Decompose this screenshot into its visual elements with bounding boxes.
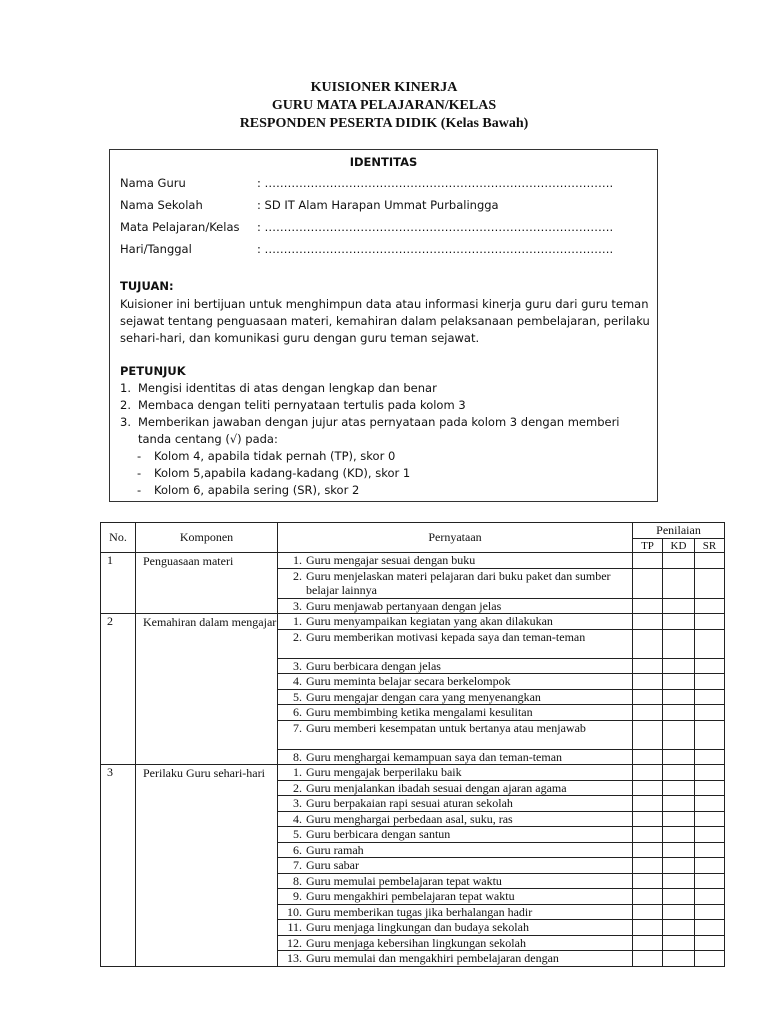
rating-cell-tp[interactable] xyxy=(633,689,663,705)
header-penilaian: Penilaian xyxy=(633,523,725,539)
statement-cell xyxy=(278,780,633,796)
field-label: Mata Pelajaran/Kelas xyxy=(120,220,240,234)
statement-cell xyxy=(278,598,633,614)
rating-cell-tp[interactable] xyxy=(633,749,663,765)
statement-number: 6. xyxy=(293,842,302,857)
header-tp: TP xyxy=(633,539,663,553)
rating-cell-sr[interactable] xyxy=(695,689,725,705)
statement-cell xyxy=(278,935,633,951)
statement-cell xyxy=(278,827,633,843)
statement-number: 3. xyxy=(293,598,302,613)
rating-cell-sr[interactable] xyxy=(695,889,725,905)
rating-cell-sr[interactable] xyxy=(695,858,725,874)
statement-cell xyxy=(278,951,633,967)
rating-cell-tp[interactable] xyxy=(633,796,663,812)
rating-cell-sr[interactable] xyxy=(695,614,725,630)
statement-number: 5. xyxy=(293,827,302,841)
rating-cell-tp[interactable] xyxy=(633,658,663,674)
section-number: 2 xyxy=(101,614,136,765)
rating-cell-kd[interactable] xyxy=(663,598,695,614)
questionnaire-table xyxy=(100,522,725,967)
statement-text: Guru mengajak berperilaku baik xyxy=(306,765,462,779)
statement-number: 3. xyxy=(293,796,302,810)
statement-text: Guru berbicara dengan jelas xyxy=(306,658,441,673)
statement-number: 5. xyxy=(293,689,302,704)
statement-cell xyxy=(278,904,633,920)
rating-cell-sr[interactable] xyxy=(695,765,725,781)
statement-number: 9. xyxy=(293,889,302,903)
statement-text: Guru ramah xyxy=(306,842,364,857)
rating-cell-tp[interactable] xyxy=(633,780,663,796)
field-value: : ………………………………………………………………………………. xyxy=(257,176,614,190)
section-komponen: Penguasaan materi xyxy=(136,553,278,614)
statement-cell xyxy=(278,705,633,721)
field-value: : SD IT Alam Harapan Ummat Purbalingga xyxy=(257,198,499,212)
header-sr: SR xyxy=(695,539,725,553)
statement-text: Guru memberikan motivasi kepada saya dan teman-teman xyxy=(306,629,586,644)
statement-text: Guru berbicara dengan santun xyxy=(306,827,451,841)
rating-cell-sr[interactable] xyxy=(695,568,725,598)
petunjuk-title: PETUNJUK xyxy=(120,364,186,378)
section-komponen: Perilaku Guru sehari-hari xyxy=(136,765,278,967)
rating-cell-sr[interactable] xyxy=(695,827,725,843)
rating-cell-sr[interactable] xyxy=(695,720,725,749)
statement-text: Guru mengakhiri pembelajaran tepat waktu xyxy=(306,889,515,903)
rating-cell-kd[interactable] xyxy=(663,705,695,721)
rating-cell-kd[interactable] xyxy=(663,629,695,658)
statement-number: 6. xyxy=(293,705,302,719)
rating-cell-sr[interactable] xyxy=(695,629,725,658)
statement-text: Guru menghargai perbedaan asal, suku, ras xyxy=(306,811,513,826)
field-mata-pelajaran xyxy=(120,219,613,235)
statement-cell xyxy=(278,689,633,705)
statement-number: 3. xyxy=(293,658,302,673)
rating-cell-sr[interactable] xyxy=(695,842,725,858)
rating-cell-tp[interactable] xyxy=(633,858,663,874)
rating-cell-kd[interactable] xyxy=(663,920,695,936)
identitas-heading: IDENTITAS xyxy=(349,155,418,169)
rating-cell-tp[interactable] xyxy=(633,720,663,749)
rating-cell-tp[interactable] xyxy=(633,827,663,843)
document-title xyxy=(0,79,768,133)
rating-cell-kd[interactable] xyxy=(663,780,695,796)
statement-cell xyxy=(278,614,633,630)
statement-number: 2. xyxy=(293,780,302,795)
rating-cell-kd[interactable] xyxy=(663,889,695,905)
petunjuk-item: 2. Membaca dengan teliti pernyataan tertulis pada kolom 3 xyxy=(120,398,466,412)
table-row xyxy=(101,553,725,569)
statement-text: Guru memulai dan mengakhiri pembelajaran dengan xyxy=(306,951,559,965)
statement-cell xyxy=(278,873,633,889)
statement-number: 4. xyxy=(293,674,302,688)
rating-cell-sr[interactable] xyxy=(695,674,725,690)
statement-number: 2. xyxy=(293,629,302,644)
rating-cell-kd[interactable] xyxy=(663,873,695,889)
rating-cell-kd[interactable] xyxy=(663,842,695,858)
statement-number: 7. xyxy=(293,858,302,872)
rating-cell-tp[interactable] xyxy=(633,904,663,920)
statement-number: 13. xyxy=(287,951,302,965)
statement-text: Guru memulai pembelajaran tepat waktu xyxy=(306,873,502,888)
statement-text: Guru menjelaskan materi pelajaran dari buku paket dan sumber belajar lainnya xyxy=(306,568,611,597)
rating-cell-kd[interactable] xyxy=(663,553,695,569)
statement-cell xyxy=(278,920,633,936)
rating-cell-tp[interactable] xyxy=(633,873,663,889)
statement-cell xyxy=(278,842,633,858)
field-nama-guru xyxy=(120,175,613,191)
rating-cell-kd[interactable] xyxy=(663,951,695,967)
rating-cell-tp[interactable] xyxy=(633,629,663,658)
statement-number: 8. xyxy=(293,873,302,888)
sub-item-tp: - Kolom 4, apabila tidak pernah (TP), skor 0 xyxy=(137,449,396,463)
statement-cell xyxy=(278,568,633,598)
statement-number: 2. xyxy=(293,568,302,583)
rating-cell-tp[interactable] xyxy=(633,889,663,905)
rating-cell-tp[interactable] xyxy=(633,614,663,630)
rating-cell-kd[interactable] xyxy=(663,811,695,827)
rating-cell-sr[interactable] xyxy=(695,780,725,796)
rating-cell-sr[interactable] xyxy=(695,935,725,951)
rating-cell-sr[interactable] xyxy=(695,811,725,827)
statement-text: Guru membimbing ketika mengalami kesulitan xyxy=(306,705,533,719)
rating-cell-sr[interactable] xyxy=(695,598,725,614)
rating-cell-kd[interactable] xyxy=(663,858,695,874)
field-label: Nama Sekolah xyxy=(120,198,203,212)
rating-cell-kd[interactable] xyxy=(663,720,695,749)
section-komponen: Kemahiran dalam mengajar xyxy=(136,614,278,765)
statement-cell xyxy=(278,749,633,765)
statement-cell xyxy=(278,889,633,905)
title-line-3: RESPONDEN PESERTA DIDIK (Kelas Bawah) xyxy=(239,116,529,131)
statement-cell xyxy=(278,674,633,690)
tujuan-text: Kuisioner ini bertijuan untuk menghimpun data atau informasi kinerja guru dari guru teman sejawat tentang penguasaan materi, kemahiran dalam pelaksanaan pembelajaran, perilaku sehari-hari, dan komunikasi guru dengan guru teman sejawat. xyxy=(120,297,650,345)
title-line-2: GURU MATA PELAJARAN/KELAS xyxy=(271,98,497,113)
statement-cell xyxy=(278,765,633,781)
petunjuk-item: 1. Mengisi identitas di atas dengan lengkap dan benar xyxy=(120,381,437,395)
rating-cell-kd[interactable] xyxy=(663,827,695,843)
rating-cell-tp[interactable] xyxy=(633,951,663,967)
statement-number: 12. xyxy=(287,935,302,950)
rating-cell-kd[interactable] xyxy=(663,674,695,690)
rating-cell-tp[interactable] xyxy=(633,935,663,951)
table-row xyxy=(101,765,725,781)
statement-cell xyxy=(278,858,633,874)
header-komponen: Komponen xyxy=(136,523,278,553)
statement-text: Guru berpakaian rapi sesuai aturan sekolah xyxy=(306,796,513,810)
statement-cell xyxy=(278,796,633,812)
statement-text: Guru mengajar dengan cara yang menyenangkan xyxy=(306,689,541,704)
statement-text: Guru menghargai kemampuan saya dan teman-teman xyxy=(306,749,563,764)
statement-number: 8. xyxy=(293,749,302,764)
rating-cell-kd[interactable] xyxy=(663,568,695,598)
rating-cell-tp[interactable] xyxy=(633,598,663,614)
rating-cell-sr[interactable] xyxy=(695,904,725,920)
statement-cell xyxy=(278,720,633,749)
rating-cell-kd[interactable] xyxy=(663,749,695,765)
field-hari-tanggal xyxy=(120,241,613,257)
statement-text: Guru memberi kesempatan untuk bertanya atau menjawab xyxy=(306,720,586,735)
statement-text: Guru menjalankan ibadah sesuai dengan ajaran agama xyxy=(306,780,567,795)
section-number: 3 xyxy=(101,765,136,967)
section-number: 1 xyxy=(101,553,136,614)
rating-cell-kd[interactable] xyxy=(663,689,695,705)
rating-cell-kd[interactable] xyxy=(663,796,695,812)
statement-text: Guru meminta belajar secara berkelompok xyxy=(306,674,511,688)
rating-cell-tp[interactable] xyxy=(633,674,663,690)
statement-text: Guru mengajar sesuai dengan buku xyxy=(306,553,476,567)
statement-number: 10. xyxy=(287,904,302,919)
title-line-1: KUISIONER KINERJA xyxy=(310,80,458,95)
statement-cell xyxy=(278,629,633,658)
sub-item-kd: - Kolom 5,apabila kadang-kadang (KD), skor 1 xyxy=(137,466,411,480)
statement-cell xyxy=(278,811,633,827)
statement-cell xyxy=(278,658,633,674)
rating-cell-sr[interactable] xyxy=(695,873,725,889)
statement-number: 11. xyxy=(287,920,302,934)
field-nama-sekolah xyxy=(120,197,499,213)
rating-cell-tp[interactable] xyxy=(633,553,663,569)
rating-cell-sr[interactable] xyxy=(695,951,725,967)
statement-text: Guru menjaga kebersihan lingkungan sekolah xyxy=(306,935,526,950)
statement-text: Guru menjawab pertanyaan dengan jelas xyxy=(306,598,502,613)
rating-cell-kd[interactable] xyxy=(663,765,695,781)
petunjuk-list xyxy=(120,380,650,448)
statement-text: Guru menjaga lingkungan dan budaya sekolah xyxy=(306,920,529,934)
sub-item-sr: - Kolom 6, apabila sering (SR), skor 2 xyxy=(137,483,360,497)
statement-number: 1. xyxy=(293,765,302,779)
table-row xyxy=(101,614,725,630)
header-kd: KD xyxy=(663,539,695,553)
petunjuk-item: 3. Memberikan jawaban dengan jujur atas pernyataan pada kolom 3 dengan memberi tanda centang (√) pada: xyxy=(120,415,620,446)
rating-cell-sr[interactable] xyxy=(695,749,725,765)
rating-cell-kd[interactable] xyxy=(663,614,695,630)
statement-number: 7. xyxy=(293,720,302,735)
rating-cell-tp[interactable] xyxy=(633,705,663,721)
rating-cell-sr[interactable] xyxy=(695,705,725,721)
rating-cell-kd[interactable] xyxy=(663,904,695,920)
statement-text: Guru menyampaikan kegiatan yang akan dilakukan xyxy=(306,614,553,628)
rating-cell-sr[interactable] xyxy=(695,920,725,936)
rating-cell-sr[interactable] xyxy=(695,796,725,812)
statement-text: Guru memberikan tugas jika berhalangan hadir xyxy=(306,904,533,919)
statement-number: 1. xyxy=(293,553,302,567)
rating-cell-kd[interactable] xyxy=(663,658,695,674)
rating-cell-sr[interactable] xyxy=(695,553,725,569)
statement-number: 4. xyxy=(293,811,302,826)
field-label: Hari/Tanggal xyxy=(120,242,192,256)
field-value: : ………………………………………………………………………………. xyxy=(257,242,614,256)
rating-cell-tp[interactable] xyxy=(633,568,663,598)
statement-cell xyxy=(278,553,633,569)
rating-cell-tp[interactable] xyxy=(633,811,663,827)
rating-cell-tp[interactable] xyxy=(633,765,663,781)
rating-cell-kd[interactable] xyxy=(663,935,695,951)
rating-cell-tp[interactable] xyxy=(633,920,663,936)
rating-cell-tp[interactable] xyxy=(633,842,663,858)
identitas-box xyxy=(109,149,658,502)
statement-number: 1. xyxy=(293,614,302,628)
field-value: : ………………………………………………………………………………. xyxy=(257,220,614,234)
rating-cell-sr[interactable] xyxy=(695,658,725,674)
header-no: No. xyxy=(101,523,136,553)
field-label: Nama Guru xyxy=(120,176,186,190)
header-pernyataan: Pernyataan xyxy=(278,523,633,553)
tujuan-title: TUJUAN: xyxy=(120,279,174,293)
statement-text: Guru sabar xyxy=(306,858,359,872)
